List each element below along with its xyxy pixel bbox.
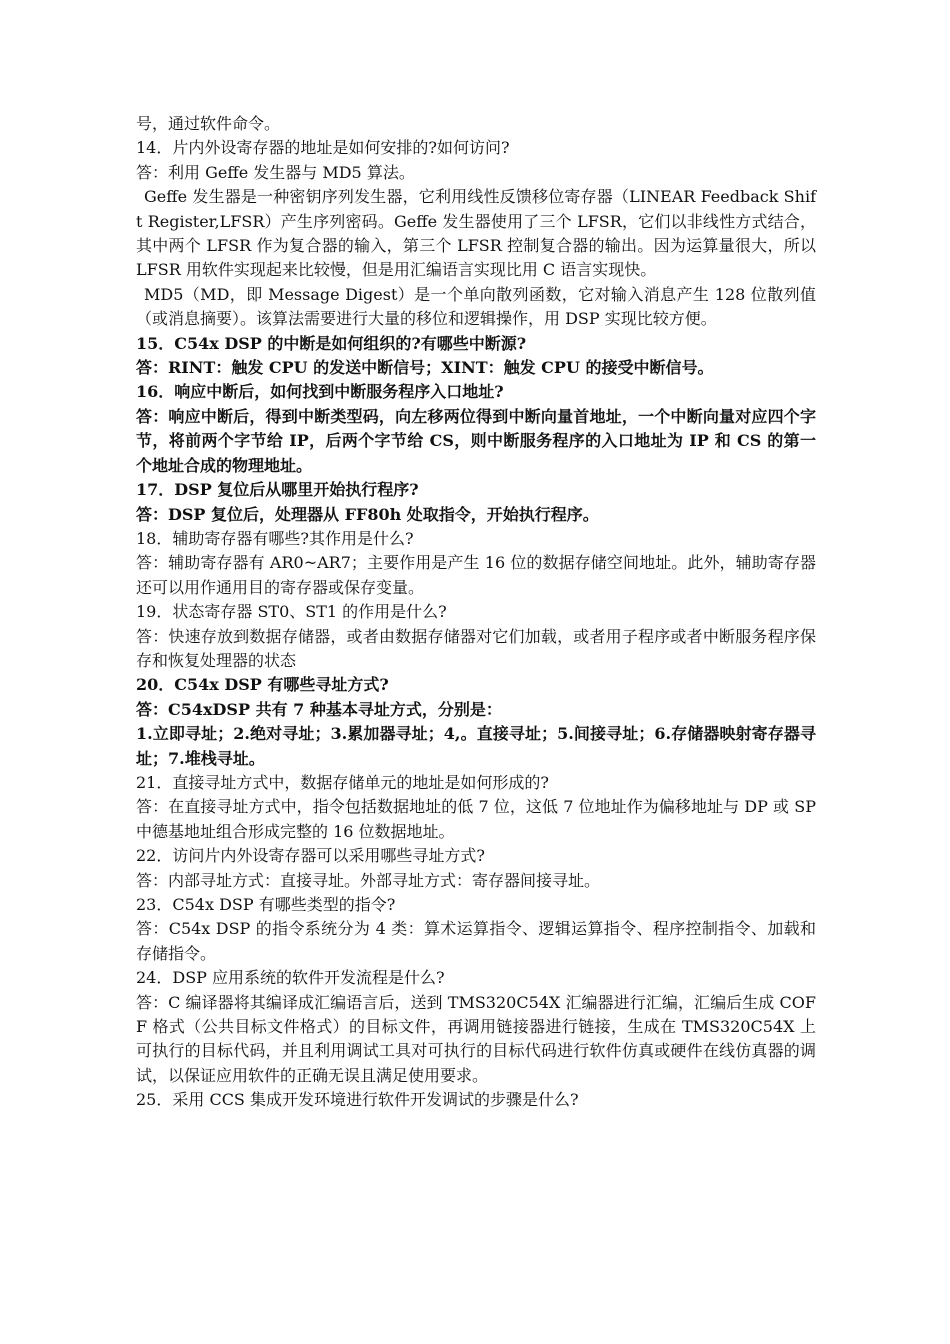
- answer-15: 答：RINT：触发 CPU 的发送中断信号；XINT：触发 CPU 的接受中断信号。: [136, 358, 714, 378]
- answer-14-md5: MD5（MD，即 Message Digest）是一个单向散列函数，它对输入消息产生 128 位散列值（或消息摘要）。该算法需要进行大量的移位和逻辑操作，用 DSP 实现比较方便。: [136, 284, 816, 329]
- question-20: 20．C54x DSP 有哪些寻址方式?: [136, 675, 389, 695]
- answer-20: 答：C54xDSP 共有 7 种基本寻址方式，分别是：: [136, 699, 502, 719]
- question-15: 15．C54x DSP 的中断是如何组织的?有哪些中断源?: [136, 333, 527, 353]
- answer-14: 答：利用 Geffe 发生器与 MD5 算法。: [136, 162, 415, 182]
- answer-21: 答：在直接寻址方式中，指令包括数据地址的低 7 位，这低 7 位地址作为偏移地址与 DP 或 SP 中德基地址组合形成完整的 16 位数据地址。: [136, 797, 816, 841]
- question-25: 25．采用 CCS 集成开发环境进行软件开发调试的步骤是什么?: [136, 1090, 579, 1110]
- question-24: 24．DSP 应用系统的软件开发流程是什么?: [136, 968, 445, 988]
- answer-18: 答：辅助寄存器有 AR0~AR7；主要作用是产生 16 位的数据存储空间地址。此外，辅助寄存器还可以用作通用目的寄存器或保存变量。: [136, 553, 816, 597]
- answer-14-geffe: Geffe 发生器是一种密钥序列发生器，它利用线性反馈移位寄存器（LINEAR Feedback Shift Register,LFSR）产生序列密码。Geffe 发生器使用了三个 LFSR，它们以非线性方式结合，其中两个 LFSR 作为复合器的输入，第三个 LFSR 控制复合器的输出。因为运算量很大，所以 LFSR 用软件实现起来比较慢，但是用汇编语言实现比用 C 语言实现快。: [136, 187, 816, 280]
- paragraph-1: 号，通过软件命令。: [136, 114, 281, 133]
- question-22: 22．访问片内外设寄存器可以采用哪些寻址方式?: [136, 846, 485, 866]
- question-18: 18．辅助寄存器有哪些?其作用是什么?: [136, 528, 414, 548]
- question-17: 17．DSP 复位后从哪里开始执行程序?: [136, 480, 419, 500]
- document-page: [136, 112, 816, 1113]
- answer-23: 答：C54x DSP 的指令系统分为 4 类：算术运算指令、逻辑运算指令、程序控制指令、加载和存储指令。: [136, 919, 816, 963]
- question-23: 23．C54x DSP 有哪些类型的指令?: [136, 895, 396, 914]
- question-14: 14．片内外设寄存器的地址是如何安排的?如何访问?: [136, 138, 510, 158]
- question-21: 21．直接寻址方式中，数据存储单元的地址是如何形成的?: [136, 772, 549, 792]
- answer-19: 答：快速存放到数据存储器，或者由数据存储器对它们加载，或者用子程序或者中断服务程序保存和恢复处理器的状态: [136, 626, 816, 670]
- answer-20-list: 1.立即寻址；2.绝对寻址；3.累加器寻址；4,。直接寻址；5.间接寻址；6.存储器映射寄存器寻址；7.堆栈寻址。: [136, 724, 816, 768]
- answer-24: 答：C 编译器将其编译成汇编语言后，送到 TMS320C54X 汇编器进行汇编，汇编后生成 COFF 格式（公共目标文件格式）的目标文件，再调用链接器进行链接，生成在 TMS320C54X 上可执行的目标代码，并且利用调试工具对可执行的目标代码进行软件仿真或硬件在线仿真器的调试，以保证应用软件的正确无误且满足使用要求。: [136, 992, 816, 1085]
- answer-16: 答：响应中断后，得到中断类型码，向左移两位得到中断向量首地址，一个中断向量对应四个字节，将前两个字节给 IP，后两个字节给 CS，则中断服务程序的入口地址为 IP 和 CS 的第一个地址合成的物理地址。: [136, 406, 816, 475]
- answer-22: 答：内部寻址方式：直接寻址。外部寻址方式：寄存器间接寻址。: [136, 870, 601, 890]
- answer-17: 答：DSP 复位后，处理器从 FF80h 处取指令，开始执行程序。: [136, 504, 599, 524]
- question-19: 19．状态寄存器 ST0、ST1 的作用是什么?: [136, 602, 447, 622]
- question-16: 16．响应中断后，如何找到中断服务程序入口地址?: [136, 382, 504, 402]
